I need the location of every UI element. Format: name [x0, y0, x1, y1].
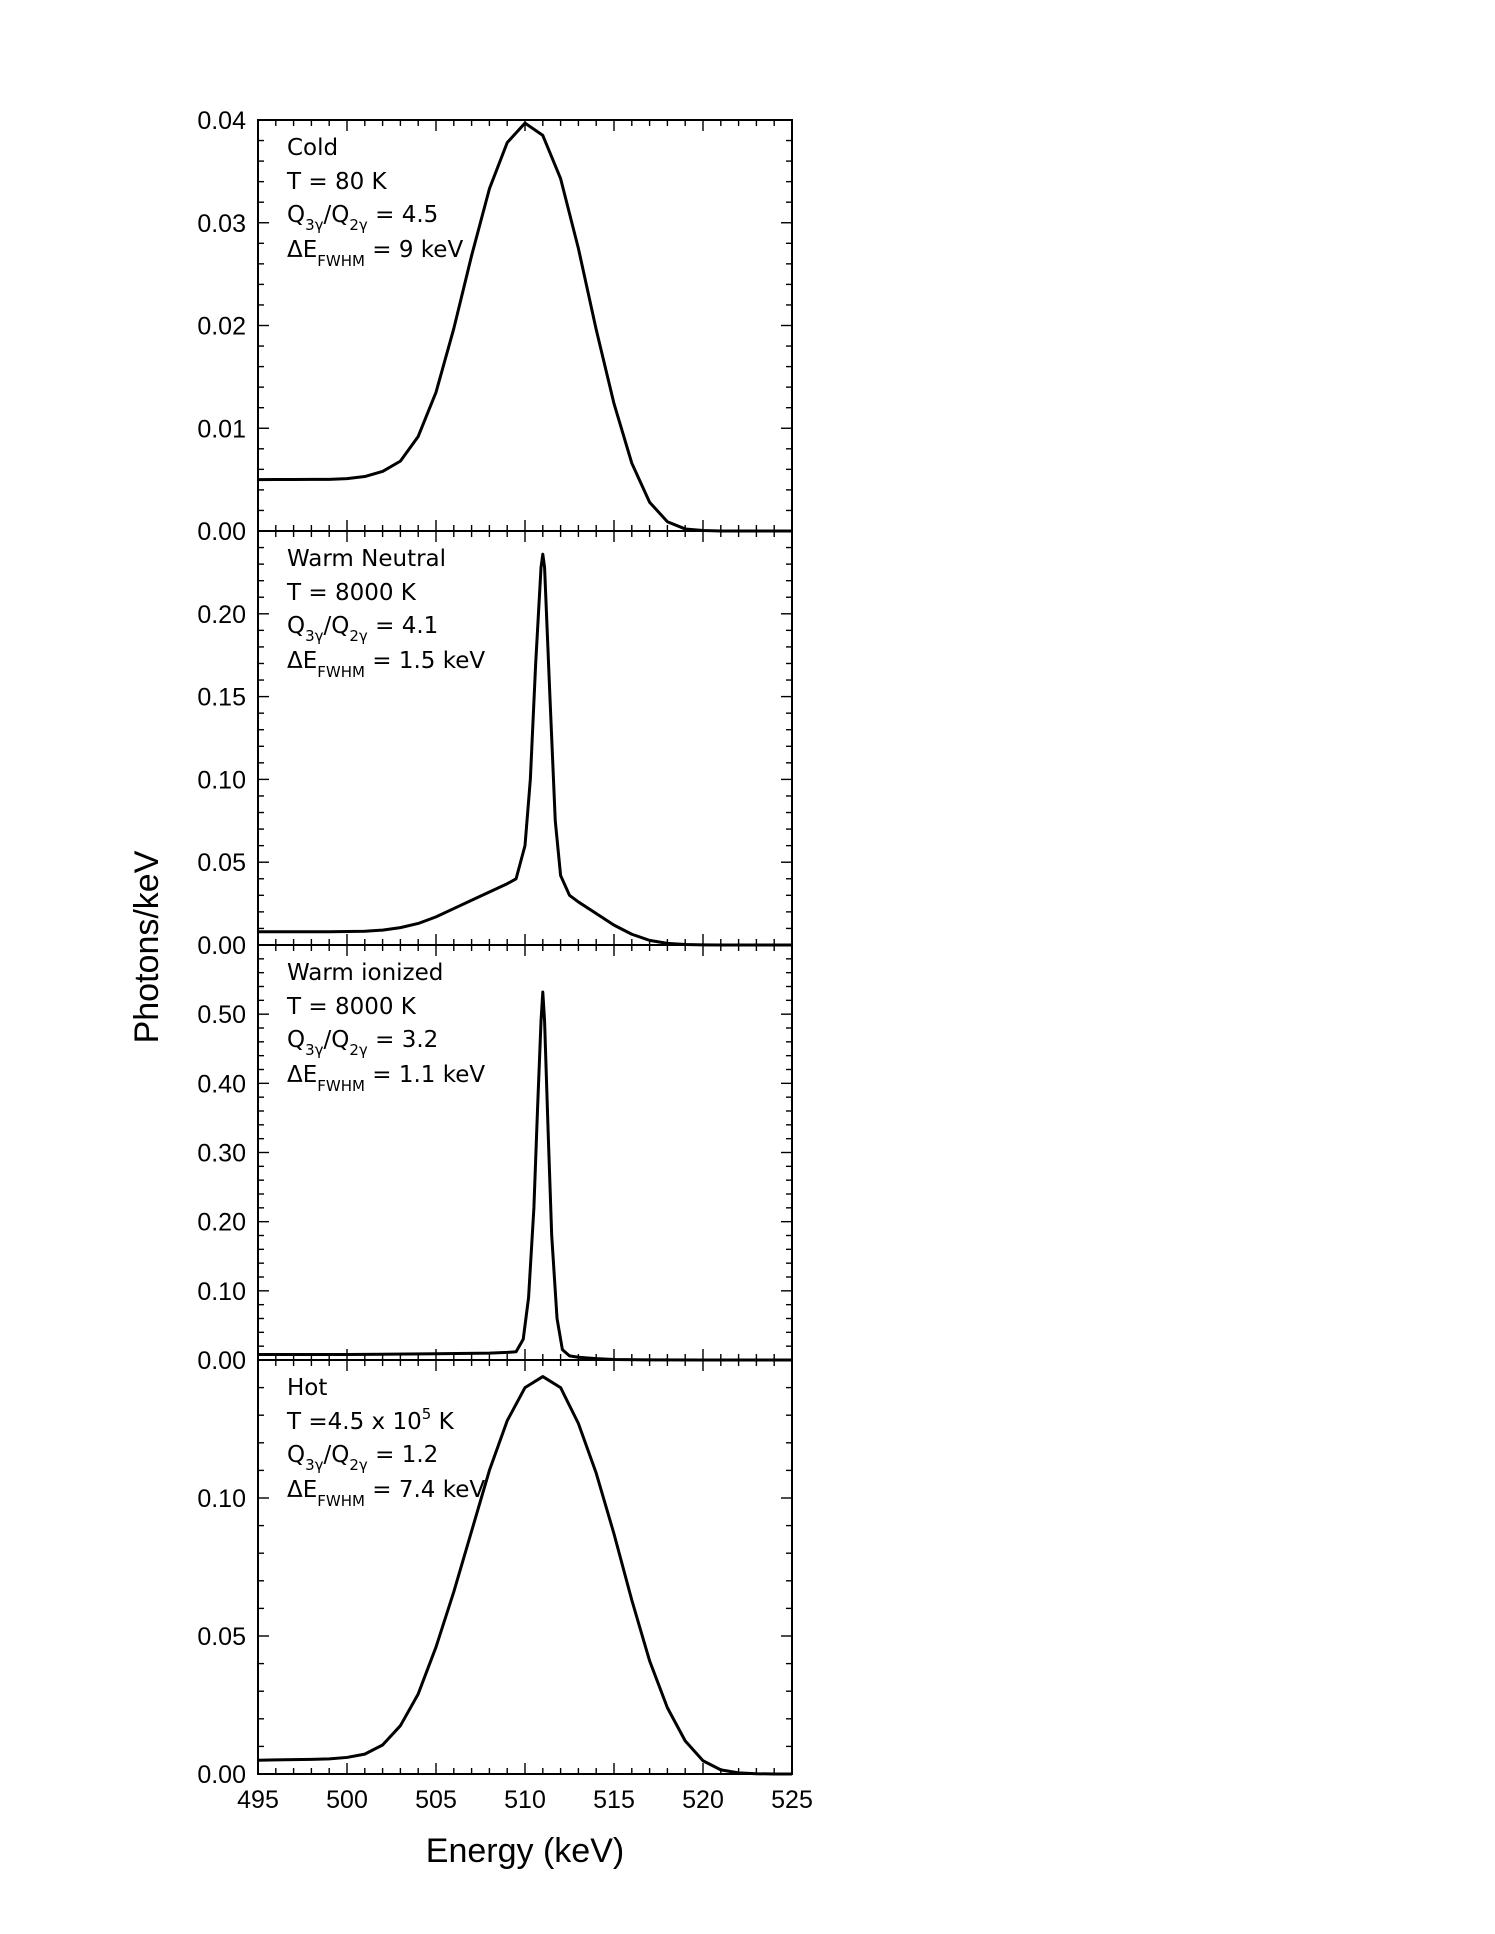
y-tick-label: 0.15 [197, 683, 246, 712]
x-tick-label: 515 [593, 1786, 635, 1814]
y-tick-label: 0.00 [197, 1347, 246, 1375]
x-tick-label: 500 [326, 1786, 368, 1814]
y-tick-label: 0.05 [197, 849, 246, 878]
temperature-label: T = 80 K [287, 169, 387, 195]
x-tick-label: 505 [415, 1786, 457, 1814]
panel-title: Warm Neutral [287, 546, 447, 572]
y-tick-label: 0.50 [197, 1001, 246, 1030]
temperature-label: T = 8000 K [287, 994, 416, 1020]
y-tick-label: 0.05 [197, 1623, 246, 1651]
panel-annotation [286, 546, 485, 681]
panel-title: Cold [287, 135, 339, 161]
y-axis-title: Photons/keV [128, 850, 166, 1044]
y-tick-label: 0.00 [197, 932, 246, 960]
ratio-label: $Q_{3\gamma}/Q_{2\gamma} = 1.2$ [287, 1442, 439, 1474]
series-line-hot [258, 1377, 792, 1774]
fwhm-label: $\Delta E_{FWHM} = 1.5$ keV [287, 648, 486, 681]
fwhm-label: $\Delta E_{FWHM} = 9$ keV [287, 237, 464, 270]
fwhm-label: $\Delta E_{FWHM} = 1.1$ keV [287, 1062, 486, 1095]
y-tick-label: 0.20 [197, 1208, 246, 1237]
panel-annotation [286, 960, 485, 1095]
x-tick-label: 525 [771, 1786, 813, 1814]
y-tick-label: 0.03 [197, 209, 246, 238]
ratio-label: $Q_{3\gamma}/Q_{2\gamma} = 4.5$ [287, 202, 439, 234]
temperature-label: T =4.5 x $10^5$ K [287, 1405, 454, 1435]
y-tick-label: 0.00 [197, 1761, 246, 1789]
temperature-label: T = 8000 K [287, 580, 416, 606]
x-axis-title: Energy (keV) [425, 1832, 625, 1870]
x-tick-label: 510 [504, 1786, 546, 1814]
y-tick-label: 0.20 [197, 600, 246, 629]
panel-annotation [286, 1375, 485, 1510]
y-tick-label: 0.01 [197, 415, 246, 444]
panel-annotation [286, 135, 463, 270]
x-tick-label: 495 [237, 1786, 279, 1814]
y-tick-label: 0.00 [197, 518, 246, 546]
fwhm-label: $\Delta E_{FWHM} = 7.4$ keV [287, 1477, 486, 1510]
y-tick-label: 0.10 [197, 1485, 246, 1513]
ratio-label: $Q_{3\gamma}/Q_{2\gamma} = 4.1$ [287, 613, 439, 645]
y-tick-label: 0.40 [197, 1070, 246, 1099]
panel-title: Hot [287, 1375, 328, 1401]
ratio-label: $Q_{3\gamma}/Q_{2\gamma} = 3.2$ [287, 1027, 439, 1059]
y-tick-label: 0.30 [197, 1139, 246, 1168]
x-tick-label: 520 [682, 1786, 724, 1814]
y-tick-label: 0.02 [197, 312, 246, 341]
y-tick-label: 0.10 [197, 1277, 246, 1306]
y-tick-label: 0.04 [197, 107, 246, 135]
panel-title: Warm ionized [287, 960, 444, 986]
y-tick-label: 0.10 [197, 766, 246, 795]
